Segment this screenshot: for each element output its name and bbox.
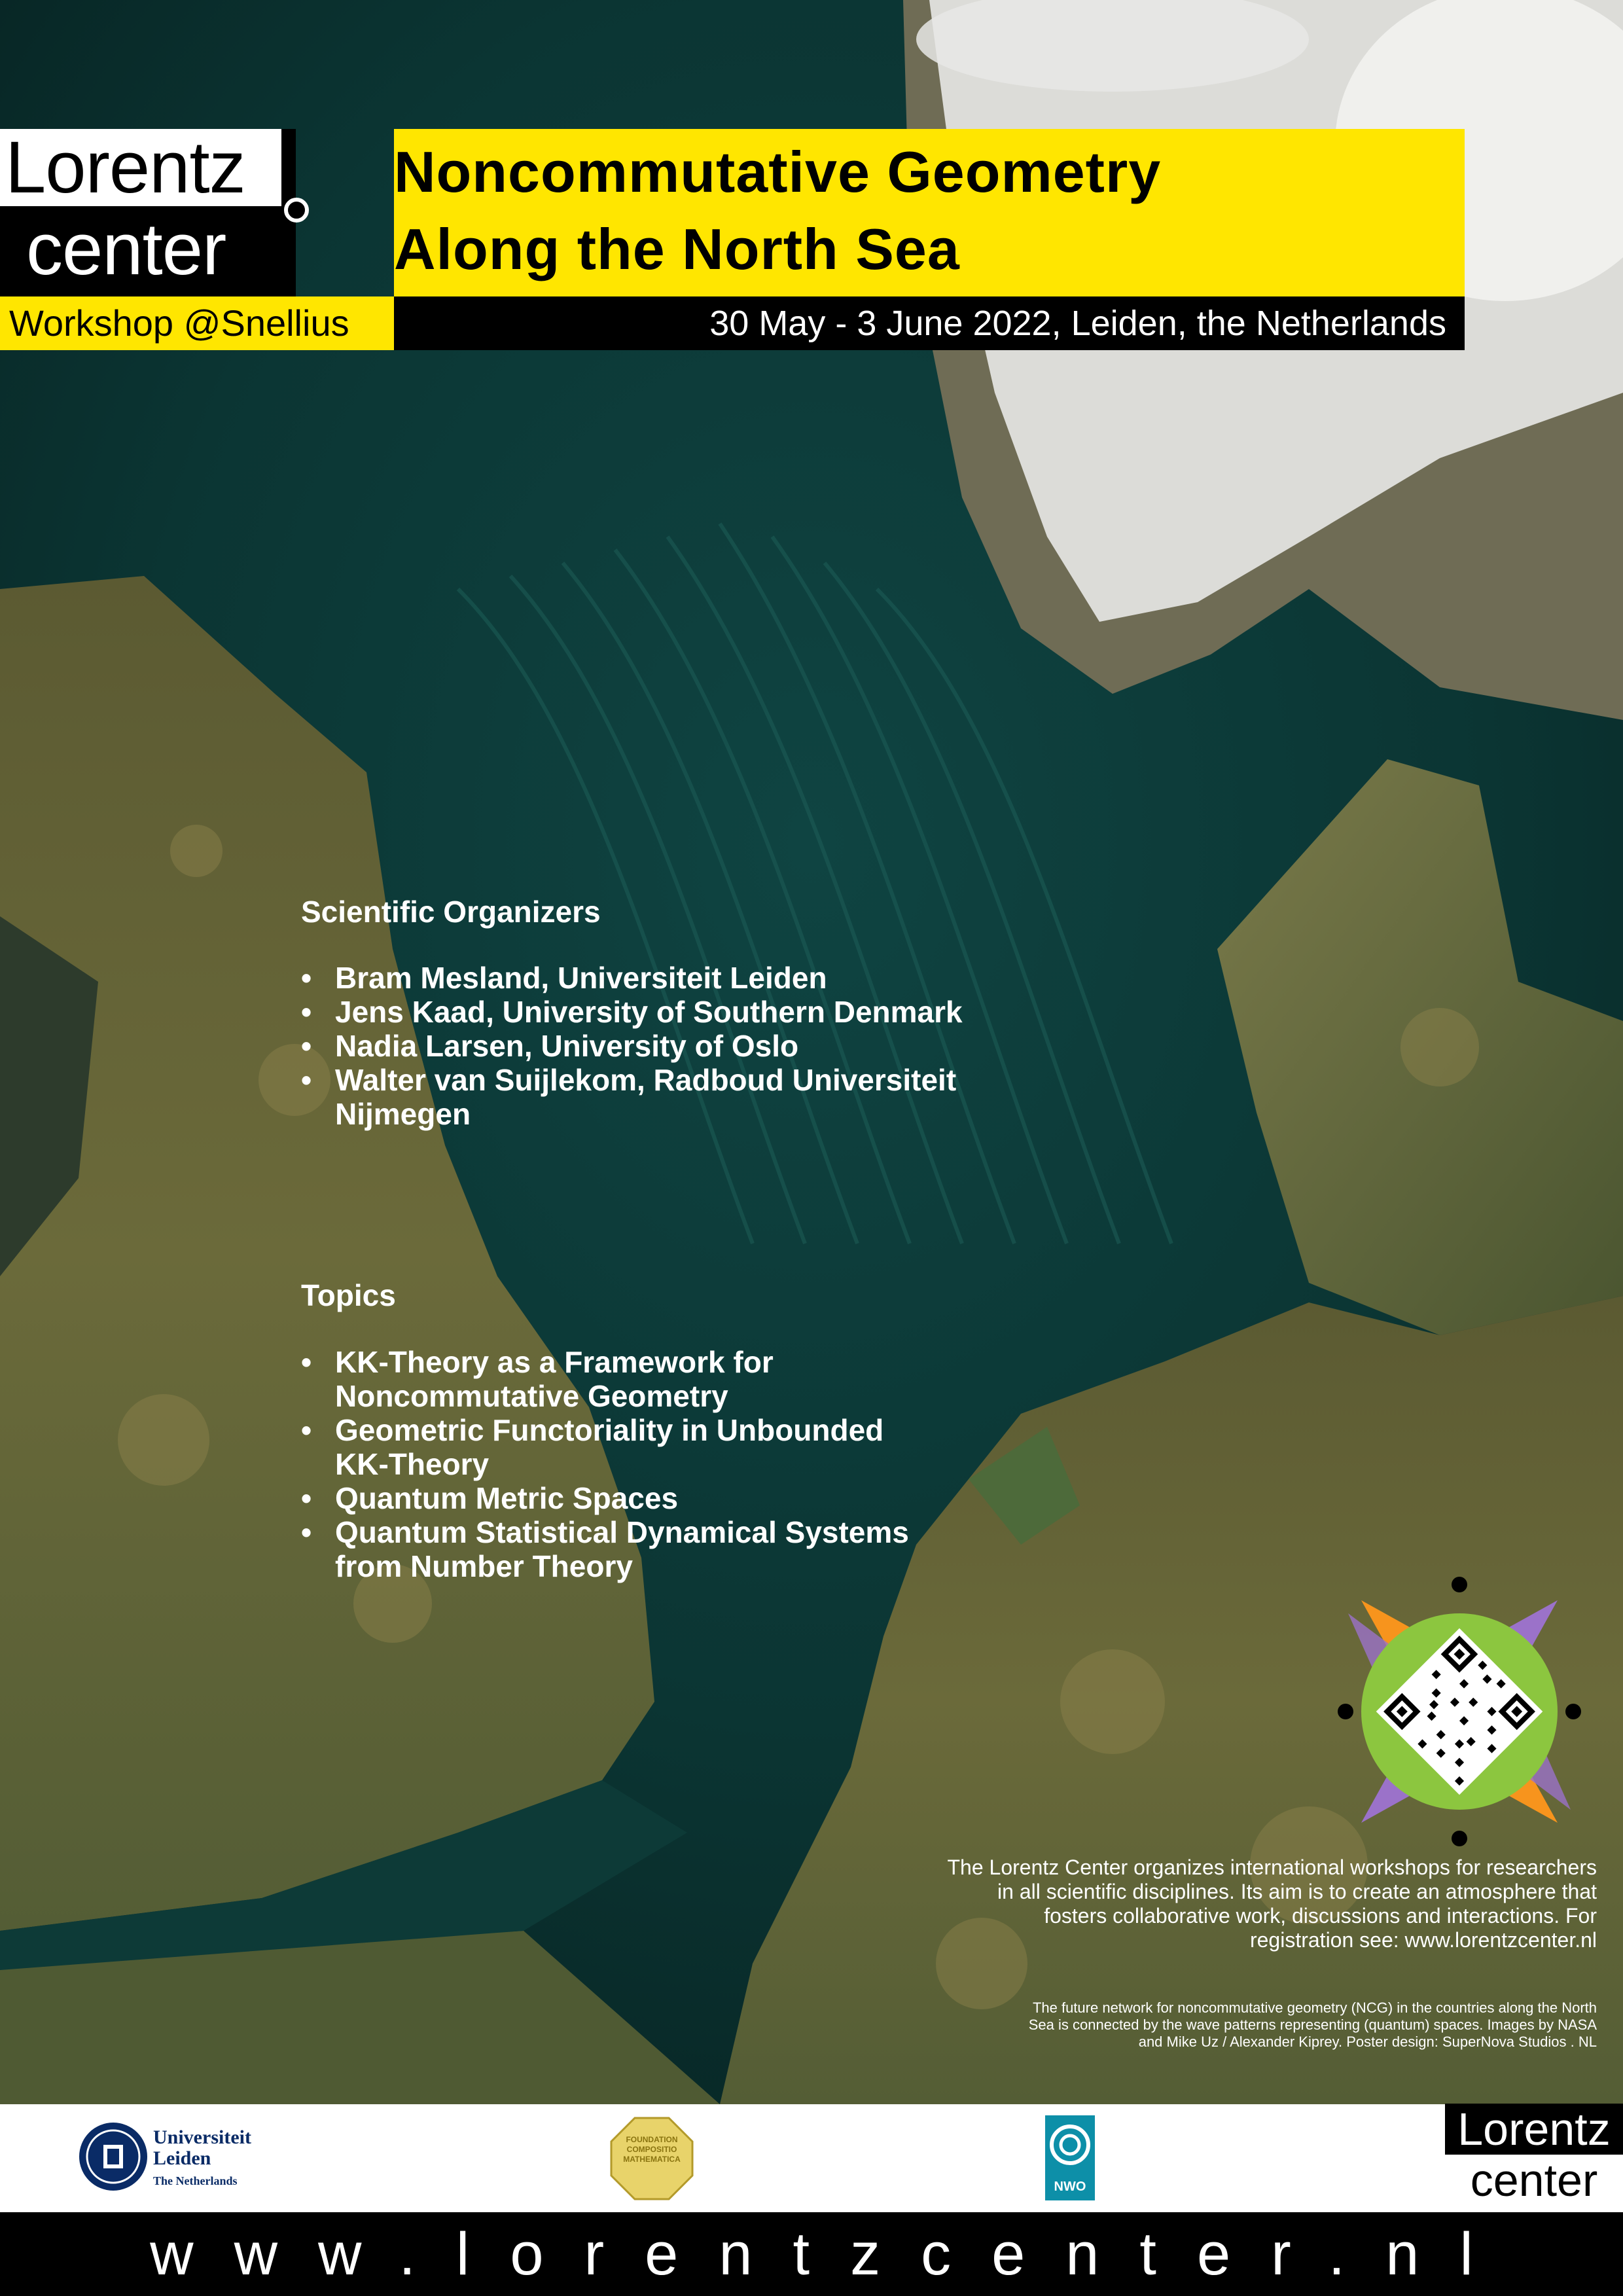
footer-center-logo-word: center xyxy=(1470,2155,1598,2206)
center-logo-word: center xyxy=(26,208,226,290)
organizers-heading: Scientific Organizers xyxy=(301,895,601,929)
leiden-seal-icon xyxy=(77,2117,149,2196)
list-item: • Quantum Statistical Dynamical Systems from Number Theory xyxy=(301,1515,929,1583)
lorentz-center-info: The Lorentz Center organizes international workshops for researchers in all scientific disciplines. Its aim is to create an atmosphere that fosters collaborative work, discussions and interactions. For registration see: www.lorentzcenter.nl xyxy=(947,1856,1597,1952)
title-line-2: Along the North Sea xyxy=(394,217,960,281)
footer-lorentz-logo-word: Lorentz xyxy=(1445,2104,1623,2155)
lorentz-logo-word: Lorentz xyxy=(0,129,281,206)
topics-list xyxy=(301,1345,929,1583)
list-item: • Jens Kaad, University of Southern Denmark xyxy=(301,995,1021,1029)
list-item: • Nadia Larsen, University of Oslo xyxy=(301,1029,1021,1063)
qr-code-icon[interactable] xyxy=(1335,1574,1584,1849)
date-location: 30 May - 3 June 2022, Leiden, the Netherlands xyxy=(394,296,1465,350)
fcm-logo-text: FOUNDATION COMPOSITIO MATHEMATICA xyxy=(623,2135,681,2164)
topics-heading: Topics xyxy=(301,1278,396,1312)
list-item: • Geometric Functoriality in Unbounded KK-Theory xyxy=(301,1413,929,1481)
workshop-label: Workshop @Snellius xyxy=(0,296,394,350)
image-credit: The future network for noncommutative geometry (NCG) in the countries along the North Sea is connected by the wave patterns representing (quantum) spaces. Images by NASA and Mike Uz / Alexander Kiprey. Poster design: SuperNova Studios . NL xyxy=(1028,2000,1597,2050)
logo-dot-icon xyxy=(284,198,309,223)
leiden-subtitle: The Netherlands xyxy=(153,2174,238,2187)
list-item: • Quantum Metric Spaces xyxy=(301,1481,929,1515)
nwo-logo-text: NWO xyxy=(1054,2179,1086,2194)
list-item: • Walter van Suijlekom, Radboud Universiteit Nijmegen xyxy=(301,1063,1021,1131)
website-url[interactable]: www.lorentzcenter.nl xyxy=(150,2221,1514,2287)
leiden-name: Universiteit Leiden xyxy=(153,2126,251,2169)
title-line-1: Noncommutative Geometry xyxy=(394,139,1162,204)
list-item: • Bram Mesland, Universiteit Leiden xyxy=(301,961,1021,995)
organizers-list xyxy=(301,961,1021,1131)
list-item: • KK-Theory as a Framework for Noncommutative Geometry xyxy=(301,1345,929,1413)
